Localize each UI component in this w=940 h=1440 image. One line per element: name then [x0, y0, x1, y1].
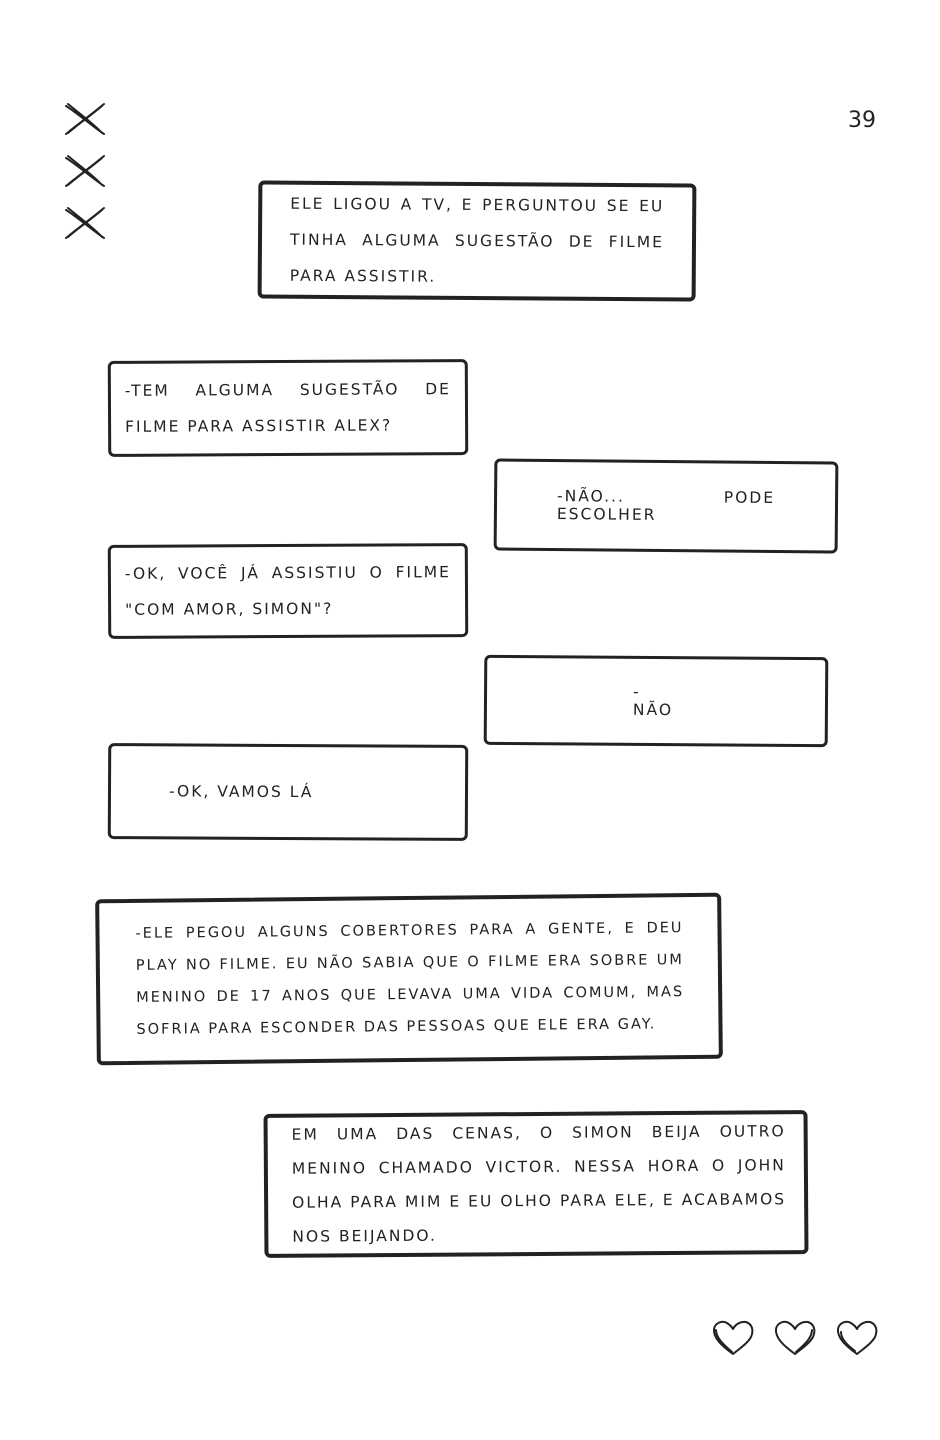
dialogue-box-left-2 — [108, 543, 468, 639]
x-mark-icon — [62, 152, 108, 190]
x-mark-icon — [62, 204, 108, 242]
narration-box-2 — [95, 893, 723, 1066]
heart-outline-icon — [772, 1318, 818, 1358]
dialogue-box-left-3 — [108, 743, 468, 841]
dialogue-text: -OK, VAMOS LÁ — [168, 782, 314, 802]
dialogue-text: -NÃO — [632, 682, 674, 720]
hearts-decoration — [710, 1318, 880, 1358]
dialogue-text: -OK, VOCÊ JÁ ASSISTIU O FILME "COM AMOR, SIMON"? — [124, 563, 451, 619]
x-marks-decoration — [62, 100, 110, 256]
dialogue-box-left-1 — [108, 359, 468, 457]
dialogue-text: -TEM ALGUMA SUGESTÃO DE FILME PARA ASSISTIR ALEX? — [124, 380, 451, 436]
dialogue-text: -NÃO... PODE ESCOLHER — [556, 487, 776, 524]
dialogue-box-right-1 — [494, 459, 839, 554]
narration-box-3 — [264, 1110, 809, 1258]
narration-box-1 — [258, 180, 697, 301]
page-number: 39 — [848, 108, 876, 133]
narration-text: EM UMA DAS CENAS, O SIMON BEIJA OUTRO MENINO CHAMADO VICTOR. NESSA HORA O JOHN OLHA PARA MIM E EU OLHO PARA ELE, E ACABAMOS NOS BEIJANDO. — [291, 1122, 787, 1246]
dialogue-box-right-2 — [484, 655, 829, 747]
heart-outline-icon — [710, 1318, 756, 1358]
narration-text: ELE LIGOU A TV, E PERGUNTOU SE EU TINHA ALGUMA SUGESTÃO DE FILME PARA ASSISTIR. — [289, 194, 665, 286]
narration-text: -ELE PEGOU ALGUNS COBERTORES PARA A GENTE, E DEU PLAY NO FILME. EU NÃO SABIA QUE O FILME ERA SOBRE UM MENINO DE 17 ANOS QUE LEVAVA UMA VIDA COMUM, MAS SOFRIA PARA ESCONDER DAS PESSOAS QUE ELE ERA GAY. — [135, 920, 685, 1038]
heart-outline-icon — [834, 1318, 880, 1358]
x-mark-icon — [62, 100, 108, 138]
